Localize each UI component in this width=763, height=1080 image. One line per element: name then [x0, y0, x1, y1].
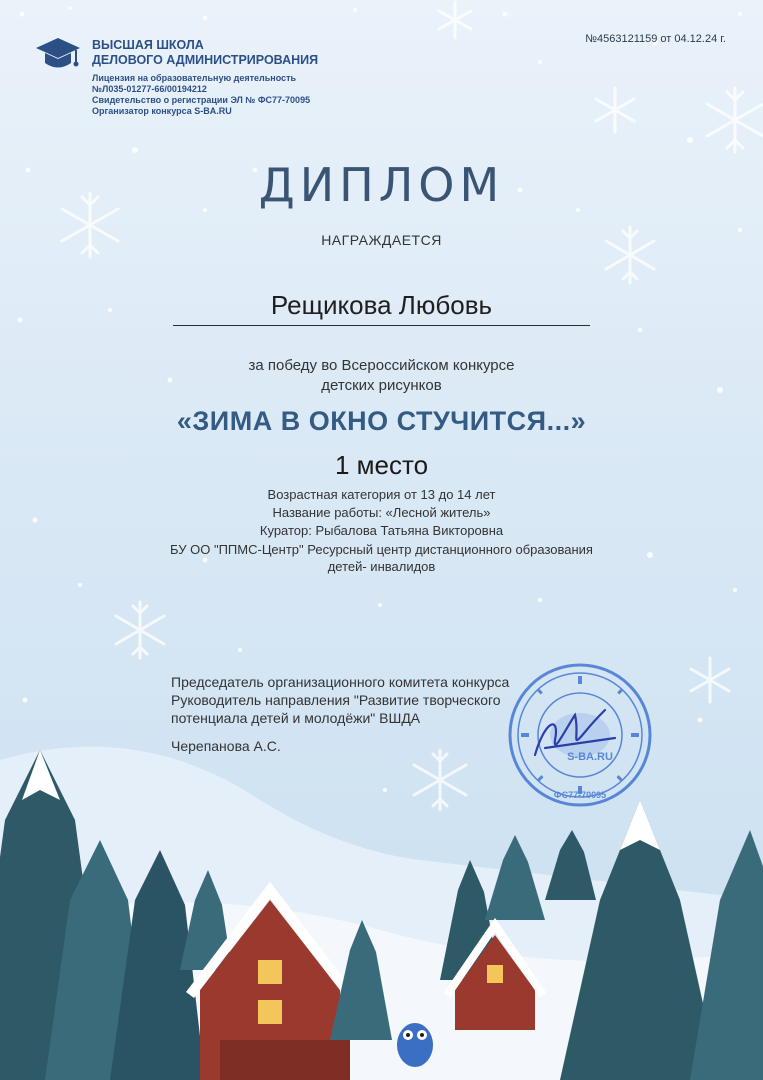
institution-line2: детей- инвалидов — [327, 559, 436, 574]
license-line2: №Л035-01277-66/00194212 — [92, 84, 207, 94]
license-line1: Лицензия на образовательную деятельность — [92, 73, 297, 83]
graduation-cap-logo-icon — [34, 36, 82, 74]
place-label: 1 место — [334, 450, 429, 480]
reason-line2: детских рисунков — [321, 377, 442, 394]
awarded-label: НАГРАЖДАЕТСЯ — [321, 232, 442, 248]
org-name-line2: ДЕЛОВОГО АДМИНИСТРИРОВАНИЯ — [92, 53, 319, 67]
mascot — [397, 1023, 433, 1067]
curator: Куратор: Рыбалова Татьяна Викторовна — [259, 523, 504, 538]
organizer-text: Организатор конкурса S-BA.RU — [92, 106, 232, 116]
contest-name: «ЗИМА В ОКНО СТУЧИТСЯ...» — [176, 406, 587, 436]
signature-line2: Руководитель направления "Развитие творческого — [171, 692, 501, 708]
org-name-line1: ВЫСШАЯ ШКОЛА — [92, 38, 204, 52]
stamp-center-text: S-BA.RU — [567, 751, 613, 763]
signature-name: Черепанова А.С. — [171, 738, 281, 754]
stamp-bottom-text: ФС77-70095 — [553, 790, 607, 800]
signature-line3: потенциала детей и молодёжи" ВШДА — [171, 710, 421, 726]
signature-line1: Председатель организационного комитета конкурса — [171, 674, 510, 690]
work-title: Название работы: «Лесной житель» — [272, 505, 491, 520]
name-underline — [173, 325, 590, 326]
registration-text: Свидетельство о регистрации ЭЛ № ФС77-70095 — [92, 95, 311, 105]
recipient-name: Рещикова Любовь — [270, 290, 493, 320]
diploma-title: ДИПЛОМ — [258, 158, 505, 212]
reason-line1: за победу во Всероссийском конкурсе — [248, 357, 515, 374]
institution-line1: БУ ОО "ППМС-Центр" Ресурсный центр дистанционного образования — [170, 542, 593, 557]
age-category: Возрастная категория от 13 до 14 лет — [267, 487, 496, 502]
document-number: №4563121159 от 04.12.24 г. — [585, 33, 726, 45]
official-stamp — [505, 660, 655, 810]
